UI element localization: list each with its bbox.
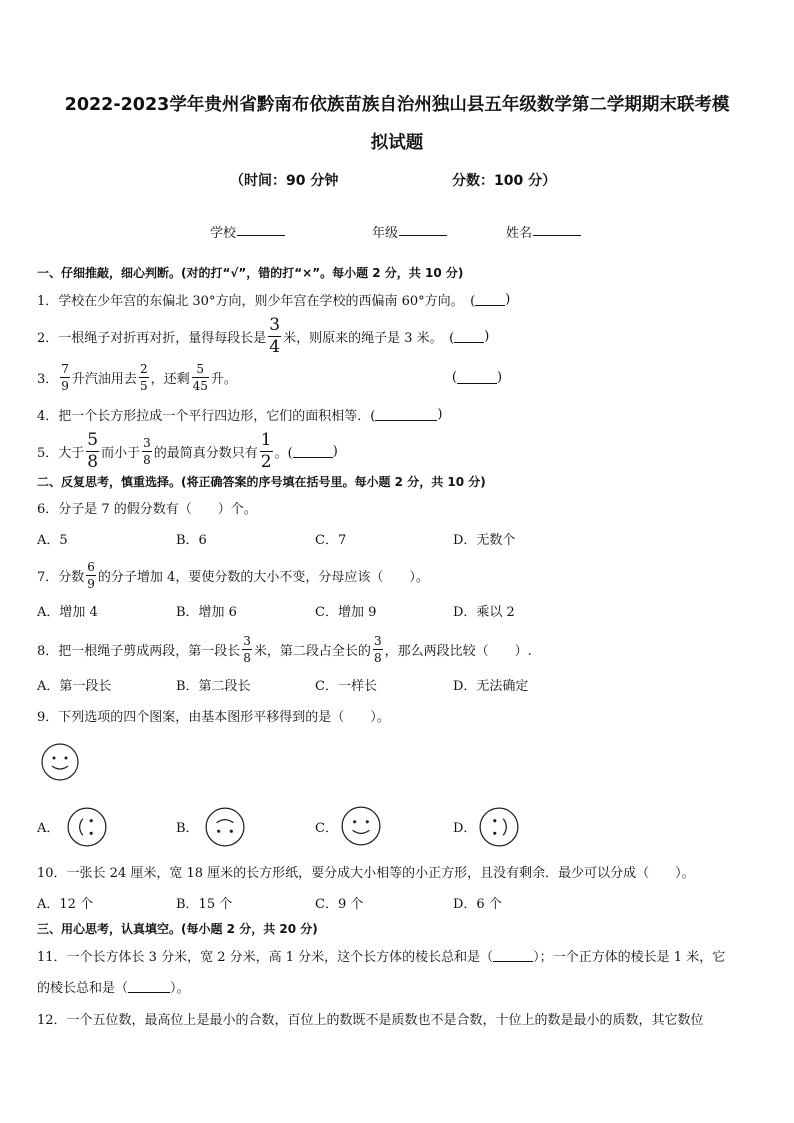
q5-close: ) — [332, 443, 338, 459]
q6-text: 6．分子是 7 的假分数有（ ）个。 — [37, 501, 257, 517]
q10-option-c[interactable]: C．9 个 — [315, 897, 364, 912]
q7-text-b: 的分子增加 4，要使分数的大小不变，分母应该（ ）。 — [97, 569, 429, 585]
q2-fraction — [268, 314, 281, 357]
question-6 — [37, 497, 758, 517]
exam-title — [30, 86, 764, 162]
q2-answer-blank[interactable] — [454, 330, 484, 343]
q10-option-a[interactable]: A．12 个 — [37, 897, 94, 912]
question-9 — [37, 705, 758, 725]
q5-fraction-2 — [142, 437, 152, 466]
section-2-heading: 二、反复思考，慎重选择。(将正确答案的序号填在括号里。每小题 2 分，共 10 分) — [37, 474, 486, 489]
q5-text-c: 的最简真分数只有 — [153, 445, 258, 461]
q3-fraction-3 — [192, 363, 209, 392]
grade-label: 年级 — [372, 226, 399, 241]
q8-text-c: ，那么两段比较（ ）. — [384, 643, 532, 659]
q1-text: 1．学校在少年宫的东偏北 30°方向，则少年宫在学校的西偏南 60°方向。 ( — [37, 293, 476, 309]
q9-options — [0, 817, 794, 837]
q8-fraction-1 — [242, 635, 252, 664]
section-3-heading: 三、用心思考，认真填空。(每小题 2 分，共 20 分) — [37, 921, 318, 936]
q9-option-a-label[interactable]: A． — [37, 821, 60, 836]
q1-close: ) — [505, 291, 511, 307]
q5-d2: 8 — [143, 452, 151, 467]
q3-d1: 9 — [61, 378, 69, 393]
q8-option-a[interactable]: A．第一段长 — [37, 679, 112, 694]
q8-text-a: 8．把一根绳子剪成两段，第一段长 — [37, 643, 241, 659]
q7-options — [0, 601, 794, 621]
q11-text-b: ）；一个正方体的棱长是 1 米，它 — [533, 949, 726, 965]
q2-text-a: 2．一根绳子对折再对折，量得每段长是 — [37, 330, 267, 346]
q6-options — [0, 529, 794, 549]
q5-text-d: 。( — [274, 445, 293, 461]
question-11-line-2 — [37, 976, 758, 996]
q8-n2: 3 — [373, 633, 382, 648]
q11-answer-blank-1[interactable] — [493, 949, 533, 962]
grade-field[interactable] — [372, 222, 398, 241]
section-1-heading: 一、仔细推敲，细心判断。(对的打“√”，错的打“×”。每小题 2 分，共 10 分) — [37, 265, 464, 280]
q8-option-c[interactable]: C．一样长 — [315, 679, 377, 694]
q6-option-a[interactable]: A．5 — [37, 533, 68, 548]
q6-option-c[interactable]: C．7 — [315, 533, 347, 548]
question-12 — [37, 1008, 758, 1028]
student-info — [0, 222, 794, 242]
q5-fraction-1 — [86, 429, 99, 472]
question-8 — [37, 629, 758, 669]
q5-n2: 3 — [143, 435, 151, 450]
q9-option-c-label[interactable]: C． — [315, 821, 338, 836]
time-limit: （时间：90 分钟 — [230, 173, 339, 189]
q3-fraction-2 — [139, 363, 149, 392]
q7-fraction — [86, 561, 96, 590]
q2-close: ) — [484, 328, 490, 344]
q8-d1: 8 — [243, 650, 251, 665]
option-c-translated-smiley-icon[interactable] — [340, 805, 382, 847]
q7-text-a: 7．分数 — [37, 569, 85, 585]
q3-text-c: ，还剩 — [150, 371, 190, 387]
q7-num: 6 — [87, 559, 95, 574]
q2-den: 4 — [269, 336, 281, 357]
q5-fraction-3 — [260, 429, 273, 472]
school-blank[interactable] — [237, 222, 285, 236]
question-5 — [37, 431, 758, 471]
q10-options — [0, 893, 794, 913]
q3-text-d: 升。 — [210, 371, 237, 387]
total-score: 分数：100 分） — [452, 173, 557, 189]
q1-answer-blank[interactable] — [475, 293, 505, 306]
q6-option-b[interactable]: B．6 — [176, 533, 207, 548]
q12-text: 12．一个五位数，最高位上是最小的合数，百位上的数既不是质数也不是合数，十位上的数是最小的质数，其它数位 — [37, 1012, 704, 1028]
exam-meta — [0, 170, 794, 194]
q8-options — [0, 675, 794, 695]
q2-num: 3 — [269, 314, 281, 335]
q11-text-a: 11．一个长方体长 3 分米，宽 2 分米，高 1 分米，这个长方体的棱长总和是（ — [37, 949, 494, 965]
option-b-upside-down-smiley-icon[interactable] — [204, 806, 246, 848]
title-line-2: 拟试题 — [370, 133, 424, 153]
name-field[interactable] — [506, 222, 532, 241]
q8-option-b[interactable]: B．第二段长 — [176, 679, 251, 694]
q2-text-b: 米，则原来的绳子是 3 米。 ( — [283, 330, 455, 346]
q5-text-a: 5．大于 — [37, 445, 85, 461]
option-d-rotated-smiley-icon[interactable] — [478, 806, 520, 848]
q3-open: ( — [451, 369, 457, 385]
q4-answer-blank[interactable] — [375, 408, 437, 421]
q3-d2: 5 — [139, 378, 148, 393]
q3-close: ) — [496, 369, 503, 385]
q8-fraction-2 — [373, 635, 383, 664]
q7-option-a[interactable]: A．增加 4 — [37, 605, 98, 620]
q5-n1: 5 — [87, 429, 99, 450]
grade-blank[interactable] — [399, 222, 447, 236]
q9-option-d-label[interactable]: D． — [453, 821, 477, 836]
q8-text-b: 米，第二段占全长的 — [253, 643, 371, 659]
option-a-rotated-smiley-icon[interactable] — [66, 806, 108, 848]
question-10 — [37, 861, 758, 881]
q5-text-b: 而小于 — [101, 445, 141, 461]
q3-d3: 45 — [192, 378, 208, 393]
school-label: 学校 — [210, 226, 237, 241]
q3-answer-blank[interactable] — [457, 371, 497, 384]
q10-text: 10．一张长 24 厘米，宽 18 厘米的长方形纸，要分成大小相等的小正方形，且没有剩余．最少可以分成（ ）。 — [37, 865, 695, 881]
q3-n1: 7 — [61, 361, 69, 376]
q8-option-d[interactable]: D．无法确定 — [453, 679, 529, 694]
school-field[interactable] — [210, 222, 236, 241]
q6-option-d[interactable]: D．无数个 — [453, 533, 516, 548]
question-7 — [37, 555, 758, 595]
q7-den: 9 — [87, 576, 95, 591]
q3-text-a: 3． — [37, 371, 59, 387]
q10-option-b[interactable]: B．15 个 — [176, 897, 233, 912]
q9-text: 9．下列选项的四个图案，由基本图形平移得到的是（ ）。 — [37, 709, 390, 725]
q3-n3: 5 — [196, 361, 205, 376]
q11-answer-blank-2[interactable] — [128, 980, 170, 993]
q9-option-b-label[interactable]: B． — [176, 821, 199, 836]
q4-close: ) — [437, 406, 443, 422]
q5-d3: 2 — [260, 451, 272, 472]
q3-text-b: 升汽油用去 — [71, 371, 137, 387]
name-label: 姓名 — [506, 226, 533, 241]
title-line-1: 2022-2023学年贵州省黔南布依族苗族自治州独山县五年级数学第二学期期末联考模 — [64, 95, 730, 115]
q11-text-d: ）。 — [170, 980, 190, 996]
question-1 — [37, 289, 758, 309]
q7-option-d[interactable]: D．乘以 2 — [453, 605, 515, 620]
q11-text-c: 的棱长总和是（ — [37, 980, 129, 996]
q7-option-b[interactable]: B．增加 6 — [176, 605, 237, 620]
q5-answer-blank[interactable] — [293, 445, 333, 458]
q7-option-c[interactable]: C．增加 9 — [315, 605, 377, 620]
question-4 — [37, 404, 758, 424]
q8-n1: 3 — [243, 633, 251, 648]
question-11-line-1 — [37, 945, 758, 965]
q5-d1: 8 — [87, 451, 99, 472]
q3-fraction-1 — [60, 363, 70, 392]
q5-n3: 1 — [260, 429, 272, 450]
q10-option-d[interactable]: D．6 个 — [453, 897, 502, 912]
q3-n2: 2 — [139, 361, 148, 376]
question-2 — [37, 316, 758, 356]
q8-d2: 8 — [373, 650, 382, 665]
question-3 — [37, 357, 758, 397]
name-blank[interactable] — [533, 222, 581, 236]
q4-text: 4．把一个长方形拉成一个平行四边形，它们的面积相等．( — [37, 408, 376, 424]
base-smiley-icon — [40, 742, 80, 782]
